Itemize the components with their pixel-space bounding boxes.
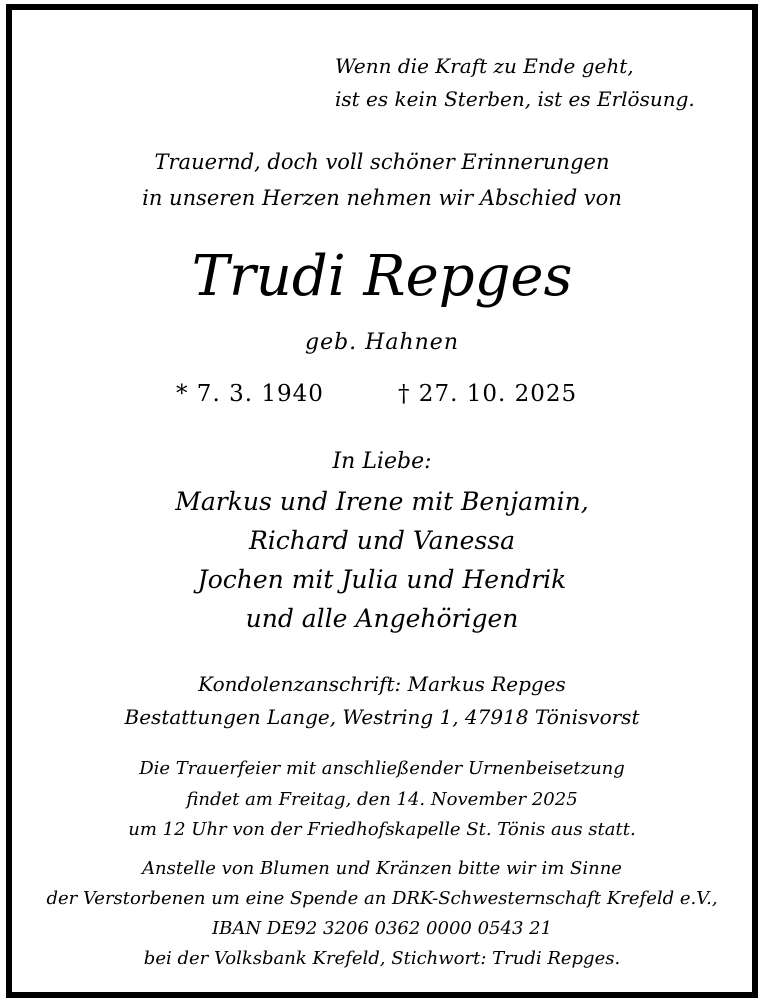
condolence-address-line-2: Bestattungen Lange, Westring 1, 47918 Tönisvorst: [124, 705, 640, 729]
motto-line-2: ist es kein Sterben, ist es Erlösung.: [335, 87, 695, 111]
birth-date: * 7. 3. 1940: [176, 381, 324, 407]
donation-line-1: Anstelle von Blumen und Kränzen bitte wir im Sinne: [142, 858, 622, 879]
motto-line-1: Wenn die Kraft zu Ende geht,: [335, 54, 634, 78]
mourner-line: und alle Angehörigen: [245, 604, 519, 633]
donation-line-2: der Verstorbenen um eine Spende an DRK-Schwesternschaft Krefeld e.V.,: [46, 888, 718, 909]
mourner-line: Richard und Vanessa: [248, 526, 515, 555]
ceremony-line-1: Die Trauerfeier mit anschließender Urnenbeisetzung: [139, 758, 625, 779]
ceremony-line-2: findet am Freitag, den 14. November 2025: [186, 789, 578, 810]
donation-iban: IBAN DE92 3206 0362 0000 0543 21: [211, 918, 553, 939]
mourners-heading: In Liebe:: [332, 449, 432, 474]
ceremony-line-3: um 12 Uhr von der Friedhofskapelle St. Tönis aus statt.: [128, 819, 636, 840]
condolence-address-line-1: Kondolenzanschrift: Markus Repges: [198, 672, 566, 696]
death-date: † 27. 10. 2025: [398, 381, 578, 407]
intro-line-2: in unseren Herzen nehmen wir Abschied von: [142, 186, 622, 210]
born-name: geb. Hahnen: [305, 330, 459, 355]
intro-line-1: Trauernd, doch voll schöner Erinnerungen: [154, 150, 610, 174]
donation-line-4: bei der Volksbank Krefeld, Stichwort: Trudi Repges.: [143, 948, 621, 969]
mourner-line: Markus und Irene mit Benjamin,: [175, 487, 589, 516]
mourner-line: Jochen mit Julia und Hendrik: [197, 565, 567, 594]
deceased-name: Trudi Repges: [191, 244, 573, 309]
